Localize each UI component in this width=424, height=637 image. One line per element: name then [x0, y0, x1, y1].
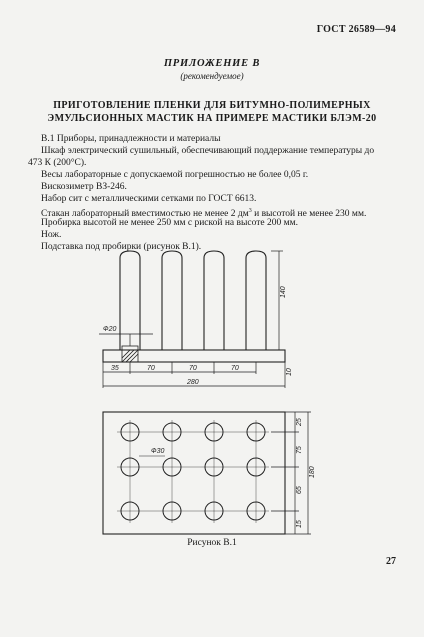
- item-oven-cont: 473 К (200°С).: [28, 158, 87, 168]
- stand-plan-view: [95, 408, 325, 536]
- plan-plate: [103, 412, 285, 534]
- item-beaker-text-2: и высотой не менее 230 мм.: [251, 209, 367, 220]
- dim-offset: 35: [111, 365, 119, 372]
- appendix-title: ПРИЛОЖЕНИЕ В: [163, 58, 261, 69]
- holes: [121, 423, 265, 520]
- dim-total-height: 180: [309, 466, 316, 478]
- tube-2: [162, 251, 182, 350]
- tube-3: [204, 251, 224, 350]
- stand-front-view: [95, 248, 325, 398]
- item-scales: Весы лабораторные с допускаемой погрешностью не более 0,05 г.: [41, 170, 309, 180]
- document-title-line-2: ЭМУЛЬСИОННЫХ МАСТИК НА ПРИМЕРЕ МАСТИКИ БЛЭМ-20: [47, 113, 377, 124]
- item-beaker-text: Стакан лабораторный вместимостью не менее 2 дм: [41, 209, 249, 220]
- dim-spacing-1: 70: [147, 365, 155, 372]
- item-knife: Нож.: [41, 230, 62, 240]
- dim-spacing-2: 70: [189, 365, 197, 372]
- base-plate: [103, 350, 285, 362]
- item-viscometer: Вискозиметр ВЗ-246.: [41, 182, 127, 192]
- dim-row-low: 65: [296, 486, 303, 494]
- document-title-line-1: ПРИГОТОВЛЕНИЕ ПЛЕНКИ ДЛЯ БИТУМНО-ПОЛИМЕРНЫХ: [53, 100, 371, 111]
- item-oven: Шкаф электрический сушильный, обеспечивающий поддержание температуры до: [41, 146, 375, 156]
- item-test-tube: Пробирка высотой не менее 250 мм с риской на высоте 200 мм.: [41, 218, 298, 228]
- dim-total-width: 280: [187, 379, 199, 386]
- figure-caption: Рисунок В.1: [187, 538, 237, 548]
- item-sieves: Набор сит с металлическими сетками по ГОСТ 6613.: [41, 194, 257, 204]
- hole-centerlines: [117, 420, 269, 523]
- item-stand: Подставка под пробирки (рисунок В.1).: [41, 242, 202, 252]
- dim-spacing-3: 70: [231, 365, 239, 372]
- section-heading: В.1 Приборы, принадлежности и материалы: [41, 134, 221, 144]
- dim-row-mid: 75: [296, 446, 303, 454]
- dim-hole-diameter: Ф30: [151, 448, 165, 455]
- dim-row-bottom: 15: [296, 520, 303, 528]
- appendix-subtitle: (рекомендуемое): [180, 71, 244, 81]
- page-number: 27: [386, 556, 396, 567]
- tube-4: [246, 251, 266, 350]
- dim-base-thickness: 10: [286, 368, 293, 376]
- document-title: [40, 99, 384, 125]
- dim-row-top: 25: [296, 418, 303, 426]
- item-beaker-sup: 3: [248, 208, 252, 214]
- socket-hatch: [122, 346, 138, 362]
- dim-diameter: Ф20: [103, 326, 117, 333]
- dim-height: 140: [280, 286, 287, 298]
- standard-header: ГОСТ 26589—94: [316, 24, 396, 35]
